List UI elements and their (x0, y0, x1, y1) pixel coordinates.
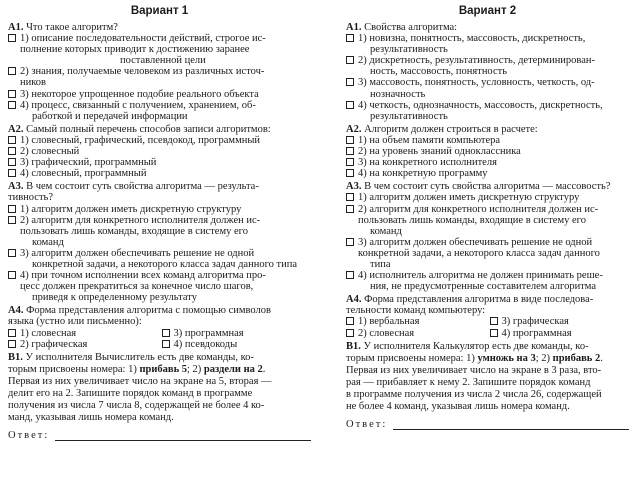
checkbox[interactable] (8, 147, 16, 155)
question-text: В чем состоит суть свойства алгоритма — результа- (26, 181, 259, 193)
variant-1-column (8, 4, 311, 441)
answer-line[interactable] (393, 419, 629, 430)
variant-1-title: Вариант 1 (130, 5, 189, 17)
question-a4 (8, 305, 311, 349)
checkbox[interactable] (346, 271, 354, 279)
question-text: Что такое алгоритм? (26, 22, 118, 33)
checkbox[interactable] (346, 317, 354, 325)
checkbox[interactable] (162, 340, 170, 348)
option-4: 4) программная (490, 328, 630, 339)
command-1: прибавь 5 (139, 363, 187, 375)
option-2: 2) словесная (346, 328, 486, 339)
checkbox[interactable] (346, 205, 354, 213)
question-text: Свойства алгоритма: (364, 22, 458, 33)
checkbox[interactable] (346, 136, 354, 144)
checkbox[interactable] (346, 101, 354, 109)
option-3: 3) графическая (490, 316, 630, 327)
question-number: В1. (8, 351, 23, 363)
checkbox[interactable] (162, 329, 170, 337)
option-1: 1) алгоритм должен иметь дискретную структуру (8, 204, 311, 215)
option-3: 3) алгоритм должен обеспечивать решение не одной конкретной задачи, а некоторого класса задач данного типа (346, 237, 629, 270)
option-4: 4) псевдокоды (162, 339, 312, 350)
question-number: А1. (346, 22, 362, 33)
checkbox[interactable] (8, 136, 16, 144)
question-text: Самый полный перечень способов записи алгоритмов: (26, 123, 271, 135)
option-2: 2) графическая (8, 339, 158, 350)
option-2: 2) на уровень знаний одноклассника (346, 146, 629, 157)
checkbox[interactable] (8, 34, 16, 42)
question-number: А3. (346, 181, 362, 193)
option-4: 4) словесный, программный (8, 168, 311, 179)
question-text: Форма представления алгоритма в виде последова- (364, 294, 594, 306)
checkbox[interactable] (346, 238, 354, 246)
checkbox[interactable] (346, 193, 354, 201)
checkbox[interactable] (490, 317, 498, 325)
checkbox[interactable] (8, 67, 16, 75)
variant-2-column (346, 4, 629, 430)
question-a3 (346, 181, 629, 292)
option-3: 3) программная (162, 328, 312, 339)
question-a2 (8, 124, 311, 179)
checkbox[interactable] (346, 56, 354, 64)
option-3: 3) на конкретного исполнителя (346, 157, 629, 168)
option-2: 2) алгоритм для конкретного исполнителя должен ис- пользовать лишь команды, входящие в систему его команд (8, 215, 311, 248)
checkbox[interactable] (346, 158, 354, 166)
option-4: 4) процесс, связанный с получением, хранением, об- работкой и передачей информации (8, 100, 311, 122)
question-text-cont: тельности команд компьютеру: (346, 305, 486, 317)
answer-row (346, 419, 629, 430)
option-1: 1) вербальная (346, 316, 486, 327)
checkbox[interactable] (346, 169, 354, 177)
question-a1 (8, 22, 311, 122)
option-2: 2) знания, получаемые человеком из различных источ- ников (8, 66, 311, 88)
command-2: раздели на 2 (203, 363, 263, 375)
options-grid (8, 328, 311, 350)
question-a1 (346, 22, 629, 122)
option-4: 4) исполнитель алгоритма не должен принимать реше- ния, не предусмотренные составителем алгоритма (346, 270, 629, 292)
option-2: 2) дискретность, результативность, детерминирован- ность, массовость, понятность (346, 55, 629, 77)
question-number: А2. (346, 123, 362, 135)
command-1: умножь на 3 (477, 352, 536, 364)
checkbox[interactable] (8, 340, 16, 348)
option-1: 1) на объем памяти компьютера (346, 135, 629, 146)
question-text-cont: языка (устно или письменно): (8, 316, 142, 328)
question-number: А3. (8, 181, 24, 193)
checkbox[interactable] (8, 216, 16, 224)
option-1: 1) алгоритм должен иметь дискретную структуру (346, 192, 629, 203)
option-4: 4) четкость, однозначность, массовость, дискретность, результативность (346, 100, 629, 122)
option-2: 2) алгоритм для конкретного исполнителя должен ис- пользовать лишь команды, входящие в систему его команд (346, 204, 629, 237)
question-number: А2. (8, 123, 24, 135)
option-2: 2) словесный (8, 146, 311, 157)
checkbox[interactable] (8, 169, 16, 177)
answer-line[interactable] (55, 430, 311, 441)
option-1: 1) описание последовательности действий, строгое ис- полнение которых приводит к достижению заранее поставленной цели (8, 33, 311, 66)
answer-label: Ответ: (8, 429, 50, 441)
options-grid (346, 316, 629, 338)
answer-label: Ответ: (346, 418, 388, 430)
option-3: 3) графический, программный (8, 157, 311, 168)
question-number: В1. (346, 340, 361, 352)
checkbox[interactable] (8, 90, 16, 98)
checkbox[interactable] (346, 78, 354, 86)
checkbox[interactable] (8, 101, 16, 109)
question-text-cont: тивность? (8, 192, 53, 204)
option-4: 4) при точном исполнении всех команд алгоритма про- цесс должен прекратиться за конечное число шагов, приведя к определенному результату (8, 270, 311, 303)
question-text: Форма представления алгоритма с помощью символов (26, 305, 271, 317)
question-text: Алгоритм должен строиться в расчете: (364, 123, 538, 135)
checkbox[interactable] (8, 205, 16, 213)
option-3: 3) некоторое упрощенное подобие реального объекта (8, 89, 311, 100)
checkbox[interactable] (8, 329, 16, 337)
question-a2 (346, 124, 629, 179)
question-number: А4. (8, 305, 24, 317)
question-b1: В1. У исполнителя Вычислитель есть две команды, ко- торым присвоены номера: 1) прибавь 5; 2) раздели на 2. Первая из них увеличивает число на экране на 5, вторая — делит его на 2. Запишите порядок команд в программе получения из числа 7 числа 8, содержащей не более 4 ко- манд, указывая лишь номера команд. (8, 351, 272, 423)
question-b1: В1. У исполнителя Калькулятор есть две команды, ко- торым присвоены номера: 1) умножь на 3; 2) прибавь 2. Первая из них увеличивает число на экране в 3 раза, вто- рая — прибавляет к нему 2. Запишите порядок команд в программе получения из числа 2 числа 26, содержащей не более 4 команд, указывая лишь номера команд. (346, 340, 603, 412)
option-4: 4) на конкретную программу (346, 168, 629, 179)
command-2: прибавь 2 (552, 352, 601, 364)
checkbox[interactable] (8, 271, 16, 279)
question-number: А4. (346, 294, 362, 306)
checkbox[interactable] (8, 249, 16, 257)
checkbox[interactable] (346, 147, 354, 155)
option-1: 1) словесная (8, 328, 158, 339)
option-3: 3) алгоритм должен обеспечивать решение не одной конкретной задачи, а некоторого класса задач данного типа (8, 248, 311, 270)
checkbox[interactable] (346, 329, 354, 337)
checkbox[interactable] (8, 158, 16, 166)
answer-row (8, 430, 311, 441)
question-a4 (346, 294, 629, 338)
question-text: В чем состоит суть свойства алгоритма — массовость? (364, 181, 611, 193)
variant-2-title: Вариант 2 (458, 5, 517, 17)
option-1: 1) новизна, понятность, массовость, дискретность, результативность (346, 33, 629, 55)
option-1: 1) словесный, графический, псевдокод, программный (8, 135, 311, 146)
checkbox[interactable] (346, 34, 354, 42)
question-a3 (8, 181, 311, 303)
checkbox[interactable] (490, 329, 498, 337)
question-number: А1. (8, 22, 24, 33)
option-3: 3) массовость, понятность, условность, четкость, од- нозначность (346, 77, 629, 99)
